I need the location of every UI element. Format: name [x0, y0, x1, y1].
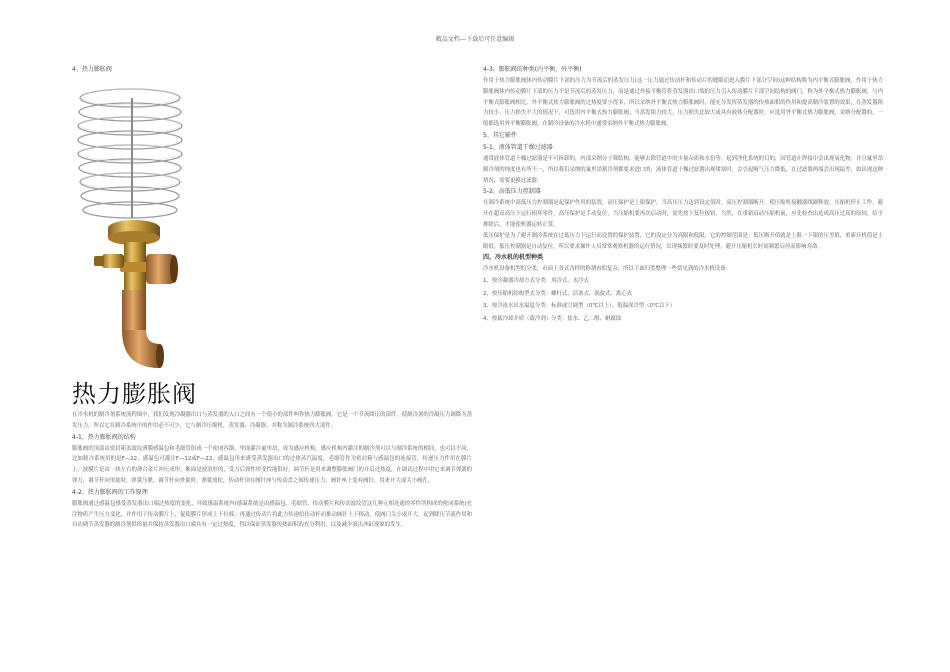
list-item: 4、按载冷却介质（载冷剂）分类：盐水、乙二醇、耐腐蚀: [483, 315, 622, 322]
section-title: 5、其它辅件: [483, 131, 517, 139]
list-item: 1、按冷凝器冷却方式分类：风冷式、水冷式: [483, 278, 589, 285]
capillary-coil: [78, 89, 182, 218]
section-title: 4、热力膨胀阀: [72, 66, 112, 73]
section-title: 4-3、膨胀阀的种类(内平衡、外平衡): [483, 66, 582, 73]
section-title: 5-2、高低压力控制器: [483, 188, 541, 196]
list-item: 3、按冷冻水出水温度分类：标准或空调型（0℃以上）、低温深冷型（0℃以下）: [483, 303, 676, 310]
list-item: 2、按压缩机结构型式分类：螺杆式、活塞式、涡旋式、离心式: [483, 290, 632, 297]
section-title: 5-1、液体管道干燥过滤器: [483, 143, 553, 151]
photo-caption: 热力膨胀阀: [72, 380, 197, 408]
intro-paragraph: 在冷水机的制冷剂系统流程图中，我们发现冷凝器出口与蒸发器的入口之间有一个很小的部件叫作热力膨胀阀，它是一个节流降压的部件，使制冷剂的冷凝压力调降为蒸发压力，所以它在制冷系统中的作用必不可少，它与制冷压缩机，蒸发器、冷凝器、并称为制冷系统四大部件。: [72, 412, 472, 429]
left-column: [72, 64, 472, 531]
chiller-types-intro: 冷水机设备机型的分类，市面上各式各样的称谓看似复杂，所以下面归类整理一些常见到的冷水机设备：: [483, 266, 731, 273]
pressure-paragraph-2: 低压保护是为了避开制冷系统在过低压力下运行而设置的保护装置，它的设定分为高限和低限，它的控制范围是：低压断开值就是上限一下限的压差值，重新开机值是上限值，低压控制器是自动复位，所以要求操作人员常常观察机器的运行情况，出现频繁时要及时处理，避开压缩机长时间频繁启停而影响寿命。: [483, 232, 883, 250]
expansion-valve-illustration: [72, 78, 184, 376]
principle-paragraph: 膨胀阀通过感温包感受蒸发器出口端过热度的变化，导致感温系统内(感温系统是由感温包、毛细管、传动膜片和传动波纹管这几种元相连通的零件所构成的密闭系统)充注物质产生压力变化，并作用于传动膜片上，促使膜片形成上下位移，再通过传动片将此力传递给传动杆而推动阀针上下移动，使阀门关小或开大，起到降压节流作用和自动调节蒸发器的制冷剂供给量并保持蒸发器出口端具有一定过热度，得以保证蒸发器传热面积的充分利用，以及减少液击冲缸现象的发生。: [72, 500, 472, 529]
expansion-valve-photo: [72, 78, 184, 376]
right-column: [483, 64, 883, 326]
elbow-fitting: [122, 330, 160, 368]
filter-paragraph: 通常液体管道干燥过滤器是不可拆卸的，内部采纳分子筛结构，能够去除管道中的少量杂质和水份等，起到净化系统的目的，因管道在焊接中会出现氧化物，并且氟里昂制冷剂的纯度也有所不一，所以我们采纳的氟里昂制冷剂都要求进口的，液体管道干燥过滤器出现堵塞时，会引起吸气压力降低，在过滤器两端会出现温差，如出现这种情况，需要更换过滤器。: [483, 155, 883, 184]
section-title: 四、冷水机的机型种类: [483, 254, 544, 262]
page-header: 精品文档---下载后可任意编辑: [435, 36, 515, 43]
section-title: 4-2、热力膨胀阀的工作原理: [72, 488, 148, 496]
section-title: 4-1、热力膨胀阀的结构: [72, 433, 136, 441]
structure-paragraph: 膨胀阀的顶部由密封箱盖波纹薄膜感温包和毛细管组成一个密闭容器，里面灌注氟里昂，成为感应机构，感应机构内灌注的制冷剂可以与制冷系统的相同，也可以不同，比如制冷系统用的是F—22，感温包可灌注F—12或F—22，感温包用来感受蒸发器出口的过热蒸汽温度，毛细管作为密封箱与感温包的连接管，传递压力作用在膜片上，波膜片是由一块左右的薄合金片冲压成形，断面是波浪形的，受力后弹性形变性能很好，调节杆是用来调整膨胀阀门的开启过热度，在调试过程中用它来调节弹簧的弹力，调节杆向里旋时，弹簧压紧，调节杆向外旋时，弹簧放松，传动杆顶在阀针座与传动盘之间传递压力，阀针座上装有阀针，用来开大或关小阀孔。: [72, 445, 472, 484]
types-paragraph: 作用于热力膨胀阀体内传动膜片下部的压力为节流后的蒸发压力(这一压力通过传动杆和传动片的缝隙而进入膜片下部分空间)这种结构称为内平衡式膨胀阀，作用于热力膨胀阀体内传动膜片下部的压力不是节流后的蒸发压力，而是通过外接平衡管将蒸发器出口端的压力引入传动膜片下部空间结构的阀门，称为外平衡式热力膨胀阀，与内平衡式膨胀阀相比，外平衡式热力膨胀阀的过热度要小得多，所以采纳外平衡式热力膨胀阀时，能充分发挥蒸发器的传热面积的作用和提高制冷装置的效果，在蒸发器阻力较小、压力损失不大的情况下，可选用内平衡式热力膨胀阀；当蒸发阻力较大，压力损失比较大或具有液体分配器时，应选用外平衡式热力膨胀阀，采纳分配器的，一般都选用外平衡膨胀阀，在制冷设备的冷水机中通常采纳外平衡式热力膨胀阀。: [483, 78, 883, 128]
pressure-paragraph-1: 在制冷系统中高低压力控制器是起保护作用的装置，高压保护是上限保护，当高压压力达到设定值时，高压控制器断开，使压缩机接触器线圈释放，压缩机停止工作，避开在超高高压下运行损坏零件，高压保护是手动复位，当压缩机要再次启动时，需先按下复位按钮，当然，在重新启动压缩机前，应先检查出造成高压过高的原因，给予排除后，才能使机器运转正常，: [483, 200, 883, 228]
outlet-fitting: [146, 254, 174, 284]
